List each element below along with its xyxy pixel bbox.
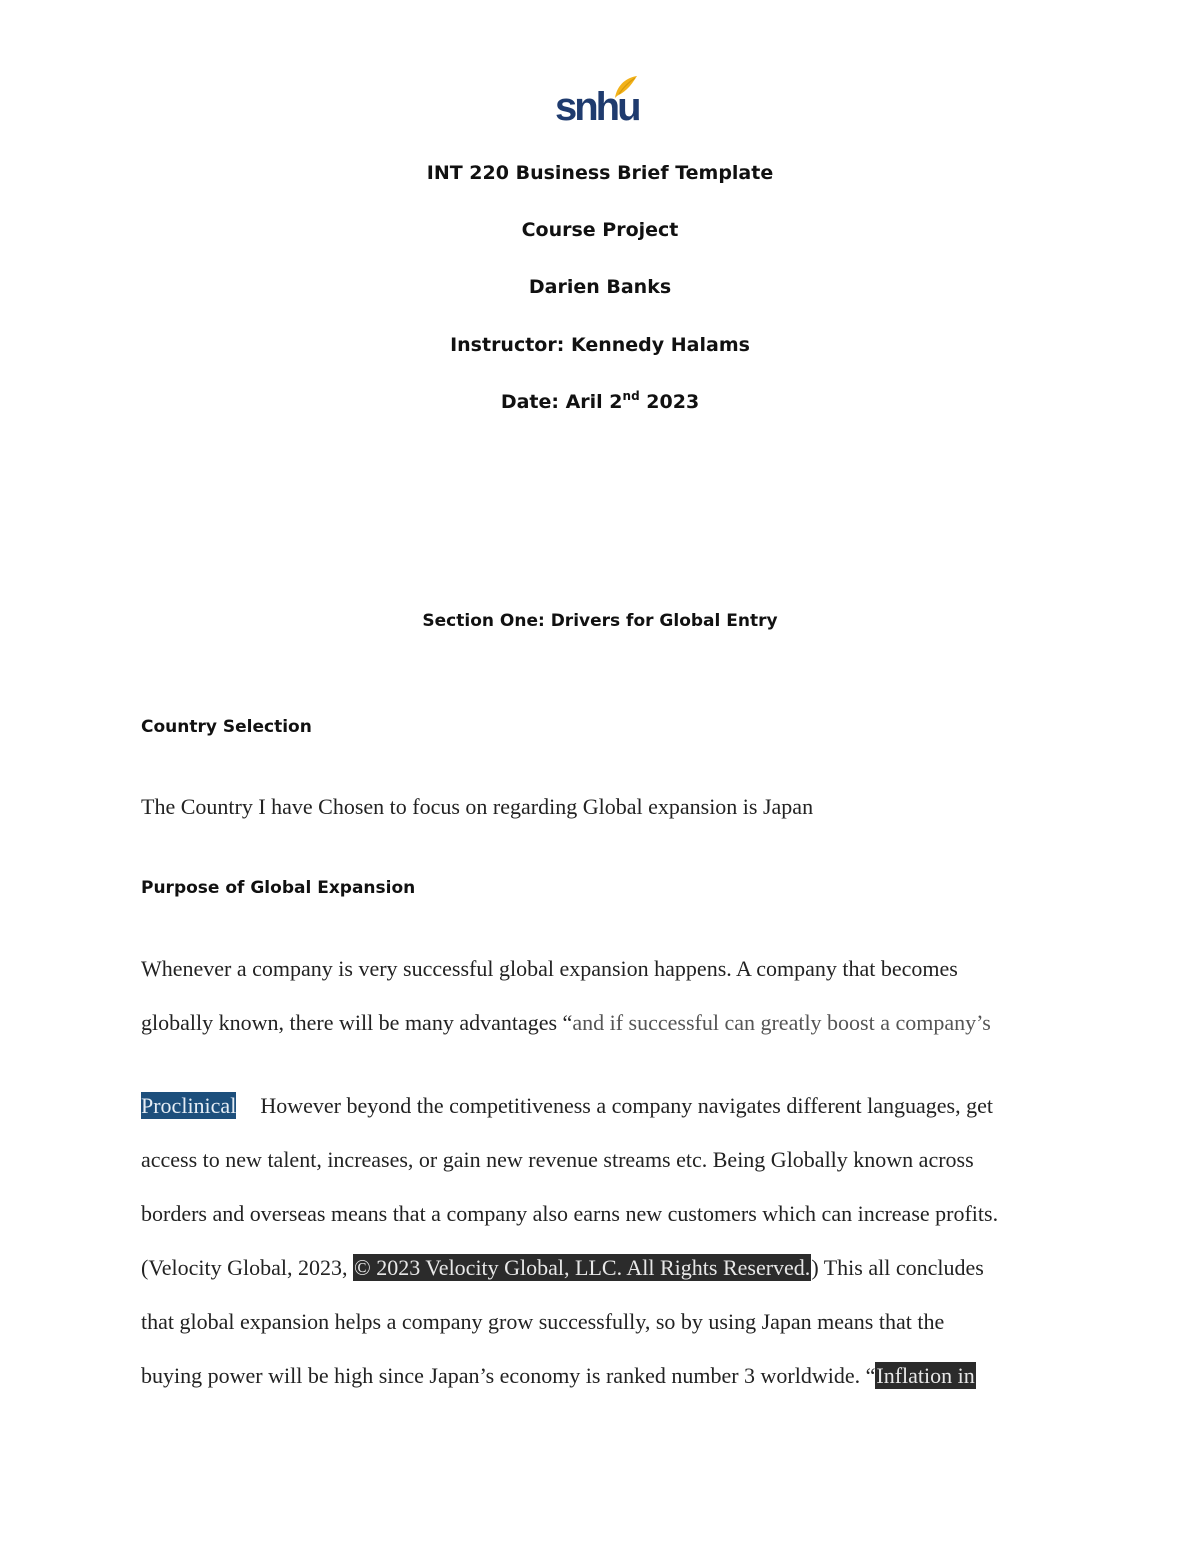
logo-text: snhu [555,85,639,129]
date-suffix: 2023 [639,391,700,413]
instructor-line: Instructor: Kennedy Halams [450,334,750,356]
text-segment: ) This all concludes [811,1255,984,1280]
date-prefix: Date: Aril 2 [500,391,623,413]
text-segment: However beyond the competitiveness a company navigates different languages, get [260,1093,993,1118]
paragraph-line [141,1365,976,1387]
paragraph-line: that global expansion helps a company grow successfully, so by using Japan means that the [141,1309,945,1334]
document-title: INT 220 Business Brief Template [426,162,774,184]
paragraph-line: borders and overseas means that a company also earns new customers which can increase profits. [141,1201,999,1226]
text-segment: (Velocity Global, 2023, [141,1255,354,1280]
purpose-heading: Purpose of Global Expansion [141,878,416,898]
quoted-text: and if successful can greatly boost a company’s [572,1010,991,1035]
paragraph-line [141,1257,984,1279]
highlighted-link-proclinical[interactable]: Proclinical [141,1093,237,1118]
text-segment: globally known, there will be many advantages “ [141,1010,573,1035]
country-selection-heading: Country Selection [141,717,312,737]
text-segment: buying power will be high since Japan’s economy is ranked number 3 worldwide. “ [141,1363,876,1388]
paragraph-line [141,1012,991,1034]
section-one-heading: Section One: Drivers for Global Entry [422,611,778,631]
snhu-logo [555,74,639,134]
author-name: Darien Banks [528,276,672,298]
date-line [0,389,1200,413]
paragraph-line: Whenever a company is very successful global expansion happens. A company that becomes [141,956,958,981]
highlighted-quote-start: Inflation in [876,1363,975,1388]
date-superscript: nd [622,389,640,403]
course-project-label: Course Project [521,219,679,241]
country-selection-text: The Country I have Chosen to focus on regarding Global expansion is Japan [141,794,814,819]
paragraph-line [141,1095,993,1117]
highlighted-copyright: © 2023 Velocity Global, LLC. All Rights Reserved. [354,1255,811,1280]
paragraph-line: access to new talent, increases, or gain new revenue streams etc. Being Globally known across [141,1147,974,1172]
